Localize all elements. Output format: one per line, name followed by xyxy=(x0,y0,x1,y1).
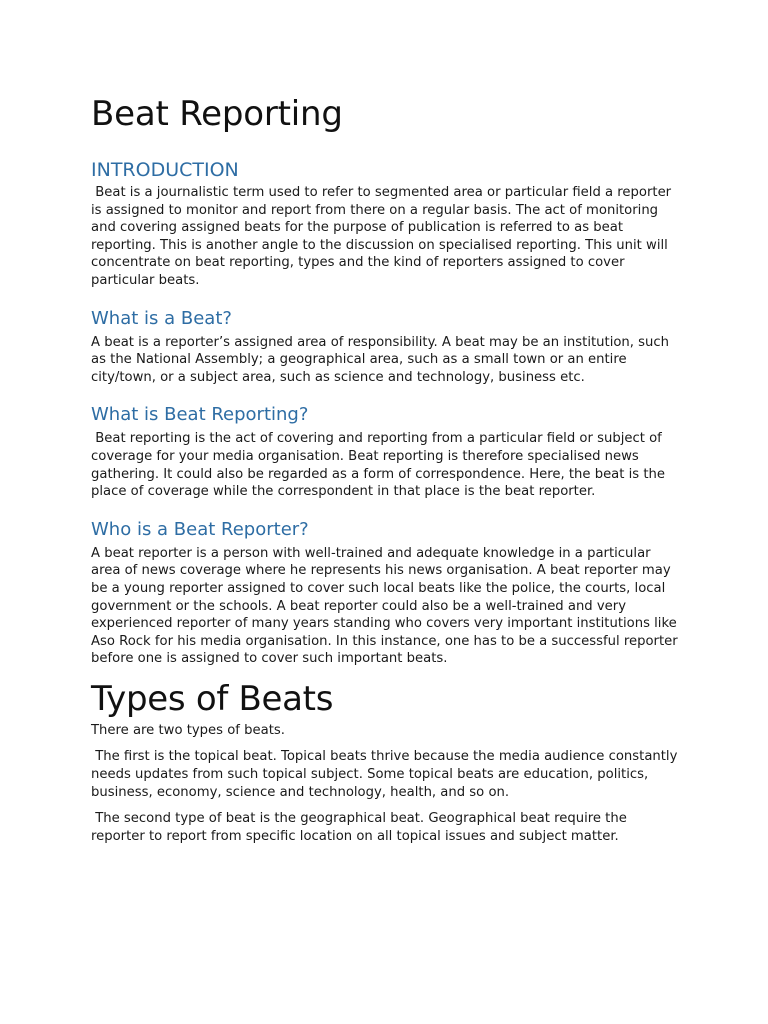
who-is-beat-reporter-paragraph: A beat reporter is a person with well-trained and adequate knowledge in a particular area of news coverage where he represents his news organisation. A beat reporter may be a young reporter assigned to cover such local beats like the police, the courts, local government or the schools. A beat reporter could also be a well-trained and very experienced reporter of many years standing who covers very important institutions like Aso Rock for his media organisation. In this instance, one has to be a successful reporter before one is assigned to cover such important beats. xyxy=(91,545,682,667)
introduction-section xyxy=(91,158,683,290)
types-of-beats-intro: There are two types of beats. xyxy=(91,722,285,738)
what-is-beat-reporting-paragraph: Beat reporting is the act of covering and reporting from a particular field or subject of coverage for your media organisation. Beat reporting is therefore specialised news gathering. It could also be regarded as a form of correspondence. Here, the beat is the place of coverage while the correspondent in that place is the beat reporter. xyxy=(91,431,670,500)
who-is-beat-reporter-heading: Who is a Beat Reporter? xyxy=(91,518,309,540)
introduction-heading: INTRODUCTION xyxy=(91,159,239,181)
what-is-beat-reporting-section xyxy=(91,403,683,500)
geographical-beat-paragraph: The second type of beat is the geographical beat. Geographical beat require the reporter to report from specific location on all topical issues and subject matter. xyxy=(91,811,632,844)
what-is-beat-heading: What is a Beat? xyxy=(91,307,232,329)
who-is-beat-reporter-section xyxy=(91,518,683,668)
topical-beat-paragraph: The first is the topical beat. Topical beats thrive because the media audience constantly needs updates from such topical subject. Some topical beats are education, politics, business, economy, science and technology, health, and so on. xyxy=(91,749,682,800)
document-title: Beat Reporting xyxy=(91,94,343,134)
types-of-beats-heading: Types of Beats xyxy=(91,678,334,719)
what-is-beat-paragraph: A beat is a reporter’s assigned area of responsibility. A beat may be an institution, such as the National Assembly; a geographical area, such as a small town or an entire city/town, or a subject area, such as science and technology, business etc. xyxy=(91,334,674,385)
what-is-beat-section xyxy=(91,307,683,387)
types-of-beats-section xyxy=(91,678,683,846)
document-body xyxy=(91,92,683,845)
what-is-beat-reporting-heading: What is Beat Reporting? xyxy=(91,404,309,426)
introduction-paragraph: Beat is a journalistic term used to refer to segmented area or particular field a reporter is assigned to monitor and report from there on a regular basis. The act of monitoring and covering assigned beats for the purpose of publication is referred to as beat reporting. This is another angle to the discussion on specialised reporting. This unit will concentrate on beat reporting, types and the kind of reporters assigned to cover particular beats. xyxy=(91,185,676,288)
